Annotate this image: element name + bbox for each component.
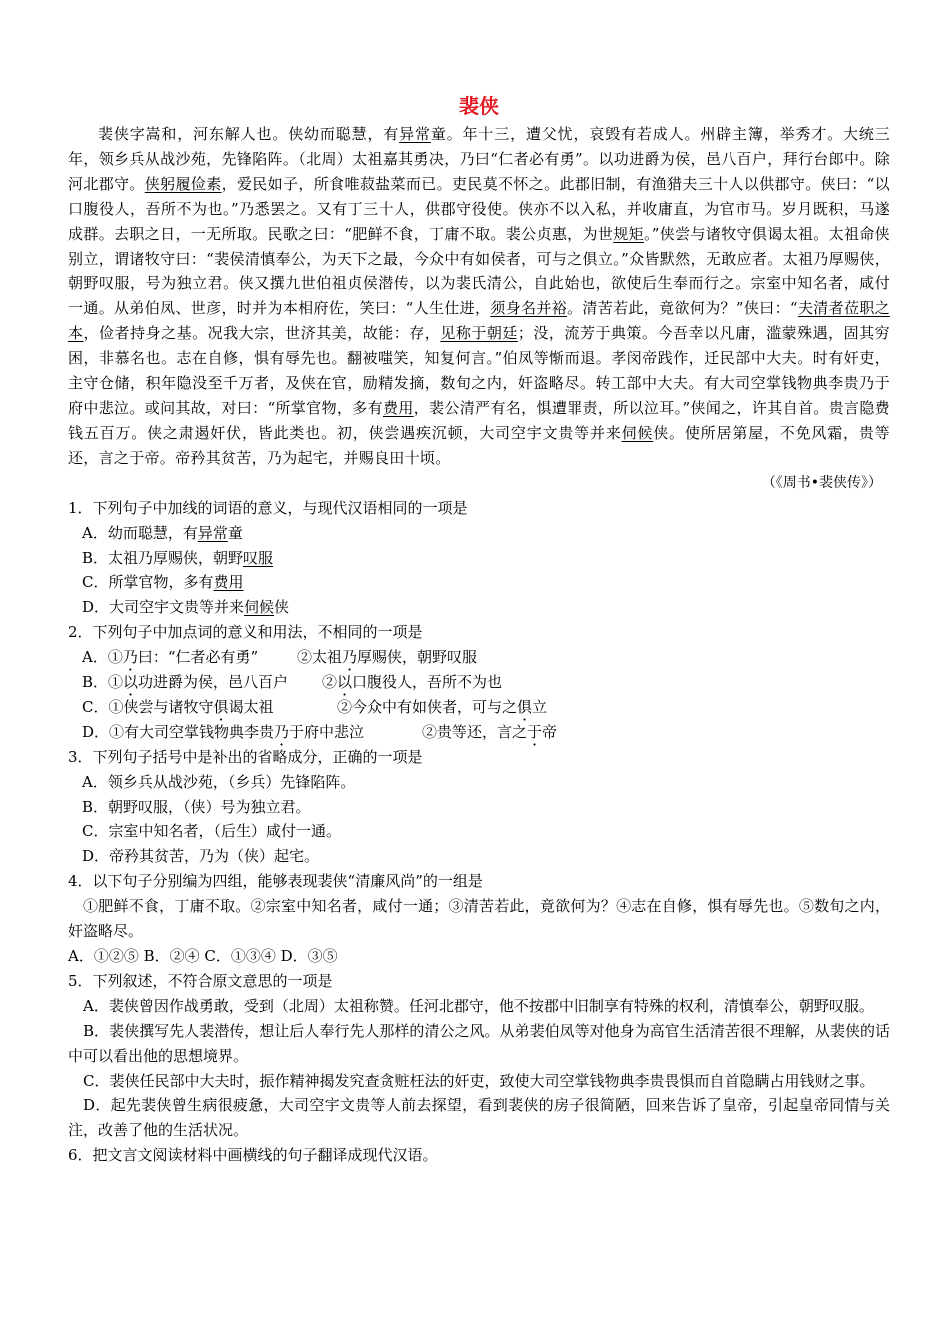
- question-5-option-a: A．裴侠曾因作战勇敢，受到（北周）太祖称赞。任河北郡守，他不按郡中旧制享有特殊的权利，清慎奉公，朝野叹服。: [83, 996, 874, 1015]
- question-3-option-c: C．宗室中知名者，（后生）咸付一通。: [82, 822, 341, 841]
- question-5-option-c: C．裴侠任民部中大夫时，振作精神揭发究查贪赃枉法的奸吏，致使大司空掌钱物典李贵畏惧而自首隐瞒占用钱财之事。: [83, 1071, 875, 1090]
- question-5-stem: 5．下列叙述，不符合原文意思的一项是: [68, 971, 333, 990]
- passage-segment: 。清苦若此，竟欲何为？”侠曰：“: [567, 299, 798, 318]
- question-6-stem: 6．把文言文阅读材料中画横线的句子翻译成现代汉语。: [68, 1146, 438, 1165]
- passage-segment: 侠。使所居第屋，不免风霜，贵等还，言之于帝。帝矜其贫苦，乃为起宅，并赐良田十顷。: [68, 423, 890, 467]
- underlined-phrase: 规矩: [613, 224, 644, 243]
- underlined-phrase: 见称于朝廷: [440, 324, 518, 343]
- question-2-stem: 2．下列句子中加点词的意义和用法，不相同的一项是: [68, 623, 423, 642]
- question-2-option-c: C．①侠尝与诸牧守俱谒太祖 ②今众中有如侠者，可与之俱立: [82, 697, 548, 716]
- passage-segment: ，裴公清严有名，惧遭罪责，所以泣耳。”侠闻之，许其自首。贵言隐费钱五百万。侠之肃遏奸伏，皆此类也。初，侠尝遇疾沉顿，大司空宇文贵等并来: [68, 398, 890, 442]
- question-3-option-b: B．朝野叹服，（侠）号为独立君。: [82, 797, 311, 816]
- question-1-option-b: B．太祖乃厚赐侠，朝野叹服: [82, 548, 274, 567]
- question-5-option-d: D．起先裴侠曾生病很疲惫，大司空宇文贵等人前去探望，看到裴侠的房子很简陋，回来告诉了皇帝，引起皇帝同情与关注，改善了他的生活状况。: [68, 1096, 890, 1140]
- underlined-phrase: 费用: [383, 398, 414, 417]
- question-4-options: A．①②⑤ B．②④ C．①③④ D．③⑤: [68, 947, 338, 965]
- passage-segment: ，爱民如子，所食唯菽盐菜而已。吏民莫不怀之。此郡旧制，有渔猎夫三十人以供郡守。侠曰：“以口腹役人，吾所不为也。”乃悉罢之。又有丁三十人，供郡守役使。侠亦不以入私，并收庸直，为官市马。岁月既积，马遂成群。去职之日，一无所取。民歌之曰：“肥鲜不食，丁庸不取。裴公贞惠，为世: [68, 174, 890, 243]
- underlined-phrase: 异常: [399, 125, 431, 143]
- question-4-body: ①肥鲜不食，丁庸不取。②宗室中知名者，咸付一通；③清苦若此，竟欲何为？④志在自修，惧有辱先也。⑤数旬之内，奸盗略尽。: [68, 897, 890, 941]
- passage-segment: 童。年十三，遭父忧，哀毁有若成人。州辟主簿，举秀才。大统三年，领乡兵从战沙苑，先锋陷阵。（北周）太祖嘉其勇决，乃曰“仁者必有勇”。以功进爵为侯，邑八百户，拜行台郎中。除河北郡守。: [68, 125, 890, 193]
- question-2-option-a: A．①乃曰：“仁者必有勇” ②太祖乃厚赐侠，朝野叹服: [82, 648, 478, 667]
- question-2-option-d: D．①有大司空掌钱物典李贵乃于府中悲泣 ②贵等还，言之于帝: [82, 722, 558, 741]
- passage-segment: ，俭者持身之基。况我大宗，世济其美，故能：存，: [83, 324, 441, 343]
- passage-text: [68, 122, 890, 471]
- question-3-option-d: D．帝矜其贫苦，乃为（侠）起宅。: [82, 847, 320, 866]
- question-3-stem: 3．下列句子括号中是补出的省略成分，正确的一项是: [68, 747, 423, 766]
- document-page: [68, 92, 890, 1168]
- underlined-phrase: 夫清者莅职之本: [68, 299, 890, 343]
- question-1-option-a: A．幼而聪慧，有异常童: [82, 523, 243, 542]
- question-5-option-b: B．裴侠撰写先人裴潜传，想让后人奉行先人那样的清公之风。从弟裴伯凤等对他身为高官生活清苦很不理解，从裴侠的话中可以看出他的思想境界。: [68, 1021, 890, 1065]
- underlined-phrase: 伺候: [621, 423, 654, 442]
- underlined-phrase: 须身名并裕: [490, 299, 568, 318]
- question-2-option-b: B．①以功进爵为侯，邑八百户 ②以口腹役人，吾所不为也: [82, 673, 503, 692]
- page-title: 裴侠: [459, 94, 499, 118]
- passage-segment: 裴侠字嵩和，河东解人也。侠幼而聪慧，有: [98, 125, 400, 143]
- passage-segment: 。”侠尝与诸牧守俱谒太祖。太祖命侠别立，谓诸牧守曰：“裴侯清慎奉公，为天下之最，今众中有如侯者，可与之俱立。”众皆默然，无敢应者。太祖乃厚赐侠，朝野叹服，号为独立君。侠又撰九世伯祖贞侯潜传，以为裴氏清公，自此始也，欲使后生奉而行之。宗室中知名者，咸付一通。从弟伯凤、世彦，时并为本相府佐，笑曰：“人生仕进，: [68, 224, 890, 318]
- question-3-option-a: A．领乡兵从战沙苑，（乡兵）先锋陷阵。: [82, 772, 356, 791]
- source-citation: （《周书•裴侠传》）: [761, 474, 882, 491]
- question-4-stem: 4．以下句子分别编为四组，能够表现裴侠“清廉风尚”的一组是: [68, 872, 483, 891]
- question-1-option-c: C．所掌官物，多有费用: [82, 573, 244, 592]
- question-1-option-d: D．大司空宇文贵等并来伺候侠: [82, 598, 290, 617]
- question-1-stem: 1．下列句子中加线的词语的意义，与现代汉语相同的一项是: [68, 498, 468, 517]
- passage-segment: ；没，流芳于典策。今吾幸以凡庸，滥蒙殊遇，固其穷困，非慕名也。志在自修，惧有辱先也。翻被嗤笑，知复何言。”伯凤等惭而退。孝闵帝践作，迁民部中大夫。时有奸吏，主守仓储，积年隐没至千万者，及侠在官，励精发摘，数旬之内，奸盗略尽。转工部中大夫。有大司空掌钱物典李贵乃于府中悲泣。或问其故，对曰：“所掌官物，多有: [68, 324, 890, 417]
- underlined-phrase: 侠躬履俭素: [144, 174, 222, 193]
